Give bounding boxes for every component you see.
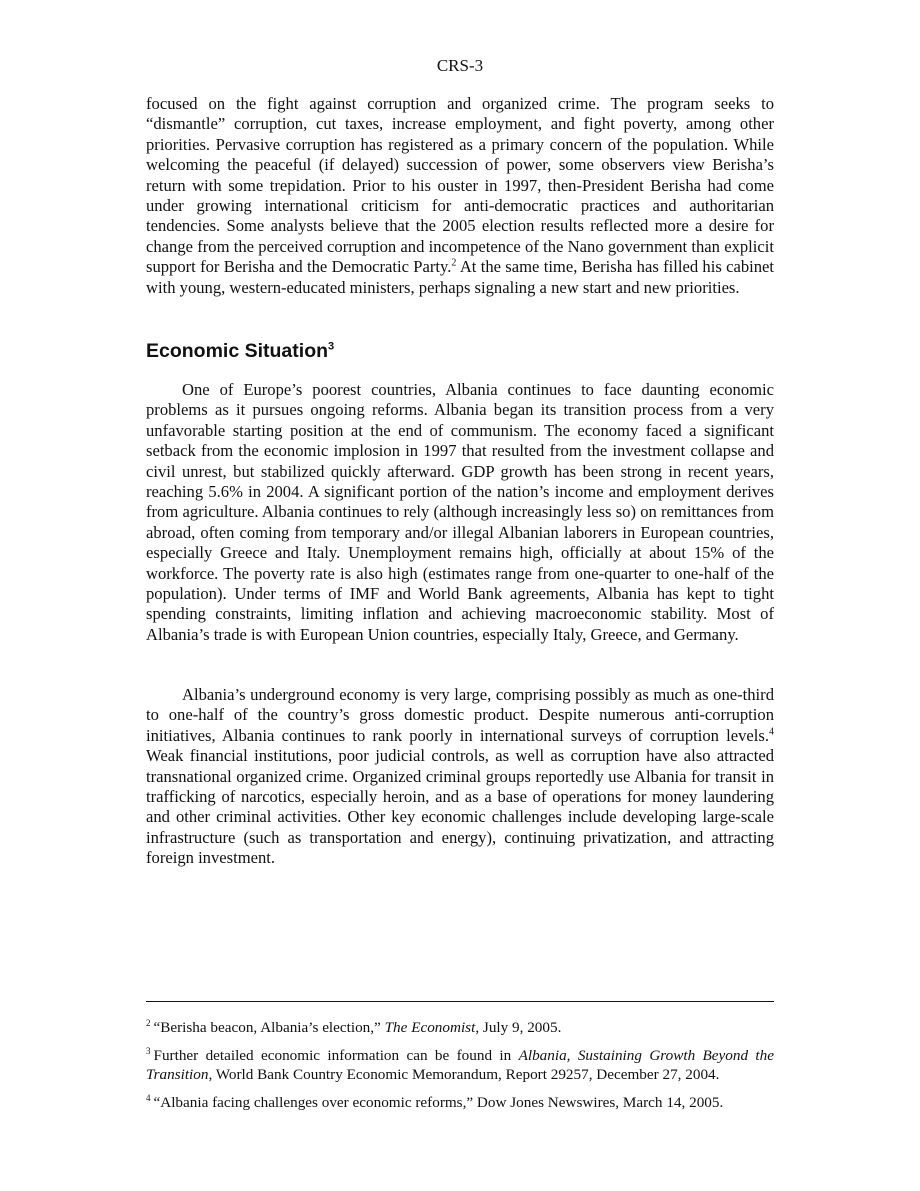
footnote-ref-4[interactable]: 4: [769, 726, 774, 738]
footnote-ref-3[interactable]: 3: [328, 340, 335, 353]
footnote-text-end: , July 9, 2005.: [475, 1019, 562, 1036]
page-header-label: CRS-3: [436, 56, 484, 75]
footnote-3: [146, 1046, 774, 1085]
footnote-2: [146, 1018, 774, 1038]
section-heading-text: Economic Situation: [146, 340, 329, 362]
footnote-4: [146, 1093, 774, 1113]
footnote-ref-2[interactable]: 2: [451, 257, 457, 269]
footnote-italic-title: Albania, Sustaining Growth Beyond the Transition: [146, 1046, 774, 1084]
economy-paragraph-2: [146, 685, 774, 869]
footnote-text-end: , World Bank Country Economic Memorandum, Report 29257, December 27, 2004.: [208, 1066, 720, 1084]
footnote-number: 3: [146, 1045, 151, 1056]
economy-paragraph-1-text: One of Europe’s poorest countries, Albania continues to face daunting economic problems as it pursues ongoing reforms. Albania began its transition process from a very unfavorable starting position at the end of communism. The economy faced a significant setback from the economic implosion in 1997 that resulted from the investment collapse and civil unrest, but stabilized quickly afterward. GDP growth has been strong in recent years, reaching 5.6% in 2004. A significant portion of the nation’s income and employment derives from agriculture. Albania continues to rely (although increasingly less so) on remittances from abroad, often coming from temporary and/or illegal Albanian laborers in European countries, especially Greece and Italy. Unemployment remains high, officially at about 15% of the workforce. The poverty rate is also high (estimates range from one-quarter to one-half of the population). Under terms of IMF and World Bank agreements, Albania has kept to tight spending constraints, limiting inflation and achieving macroeconomic stability. Most of Albania’s trade is with European Union countries, especially Italy, Greece, and Germany.: [146, 380, 774, 644]
intro-paragraph: [146, 94, 774, 298]
section-heading: [146, 339, 334, 363]
footnote-text: Further detailed economic information can be found in: [153, 1046, 519, 1064]
economy-paragraph-2-text: Albania’s underground economy is very large, comprising possibly as much as one-third to one-half of the country’s gross domestic product. Despite numerous anti-corruption initiatives, Albania continues to rank poorly in international surveys of corruption levels.: [146, 685, 774, 745]
economy-paragraph-1: [146, 380, 774, 645]
footnote-italic-title: The Economist: [384, 1019, 476, 1036]
footnote-text: “Albania facing challenges over economic reforms,” Dow Jones Newswires, March 14, 2005.: [153, 1093, 724, 1111]
footnote-number: 4: [146, 1092, 151, 1103]
footnote-text: “Berisha beacon, Albania’s election,”: [153, 1019, 385, 1036]
intro-text-continued: At the same time, Berisha has filled his cabinet with young, western-educated ministers, perhaps signaling a new start and new priorities.: [146, 257, 775, 297]
footnote-number: 2: [146, 1017, 151, 1028]
footnote-divider: [146, 1001, 774, 1002]
economy-paragraph-2-text-continued: Weak financial institutions, poor judicial controls, as well as corruption have also attracted transnational organized crime. Organized criminal groups reportedly use Albania for transit in trafficking of narcotics, especially heroin, and as a base of operations for money laundering and other criminal activities. Other key economic challenges include developing large-scale infrastructure (such as transportation and energy), continuing privatization, and attracting foreign investment.: [146, 746, 774, 868]
intro-text: focused on the fight against corruption and organized crime. The program seeks to “dismantle” corruption, cut taxes, increase employment, and fight poverty, among other priorities. Pervasive corruption has registered as a primary concern of the population. While welcoming the peaceful (if delayed) succession of power, some observers view Berisha’s return with some trepidation. Prior to his ouster in 1997, then-President Berisha had come under growing international criticism for anti-democratic practices and authoritarian tendencies. Some analysts believe that the 2005 election results reflected more a desire for change from the perceived corruption and incompetence of the Nano government than explicit support for Berisha and the Democratic Party.: [146, 94, 774, 277]
footnotes: [146, 1018, 774, 1120]
